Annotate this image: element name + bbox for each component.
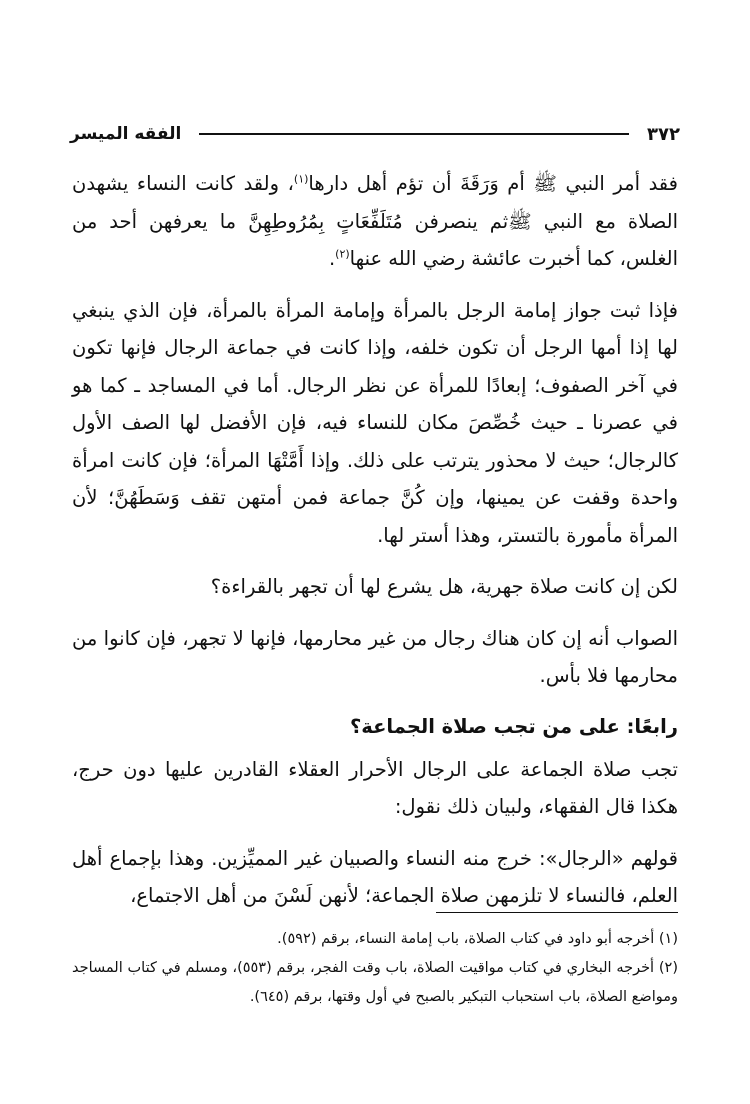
- section-heading: رابعًا: على من تجب صلاة الجماعة؟: [349, 714, 678, 738]
- paragraph: قولهم «الرجال»: خرج منه النساء والصبيان غير المميِّزين. وهذا بإجماع أهل العلم، فالنساء لا تلزمهن صلاة الجماعة؛ لأنهن لَسْنَ من أهل الاجتماع،: [72, 846, 678, 907]
- paragraph: الصواب أنه إن كان هناك رجال من غير محارمها، فإنها لا تجهر، فإن كانوا من محارمها فلا بأس.: [72, 626, 678, 687]
- footnote-ref: (١): [293, 172, 309, 186]
- paragraph: فإذا ثبت جواز إمامة الرجل بالمرأة وإمامة المرأة بالمرأة، فإن الذي ينبغي لها إذا أمها الرجل أن تكون خلفه، وإذا كانت في جماعة الرجال فإنها تكون في آخر الصفوف؛ إبعادًا للمرأة عن نظر الرجال. أما في المساجد ـ كما هو في عصرنا ـ حيث خُصِّصَ مكان للنساء فيه، فإن الأفضل لها الصف الأول كالرجال؛ حيث لا محذور يترتب على ذلك. وإذا أَمَّتْهَا المرأة؛ فإن كانت امرأة واحدة وقفت عن يمينها، وإن كُنَّ جماعة فمن أمتهن تقف وَسَطَهُنَّ؛ لأن المرأة مأمورة بالتستر، وهذا أستر لها.: [72, 298, 678, 547]
- page-number: ٣٧٢: [647, 123, 680, 145]
- book-title: الفقه الميسر: [70, 124, 182, 144]
- footnote-ref: (٢): [335, 247, 350, 261]
- paragraph: تجب صلاة الجماعة على الرجال الأحرار العقلاء القادرين عليها دون حرج، هكذا قال الفقهاء، ولبيان ذلك نقول:: [72, 757, 678, 818]
- footnote-separator: [436, 912, 678, 913]
- header-rule: [199, 133, 629, 135]
- footnote: (٢) أخرجه البخاري في كتاب مواقيت الصلاة، باب وقت الفجر، برقم (٥٥٣)، ومسلم في كتاب المساجد ومواضع الصلاة، باب استحباب التبكير بالصبح في أول وقتها، برقم (٦٤٥).: [72, 960, 678, 1005]
- paragraph-text: فقد أمر النبي ﷺ أم وَرَقَةَ أن تؤم أهل دارها: [308, 172, 678, 195]
- page-header: [70, 120, 680, 148]
- paragraph-text: ، ولقد كانت النساء يشهدن الصلاة مع النبي ﷺثم ينصرفن مُتَلَفِّعَاتٍ بِمُرُوطِهِنَّ ما يعرفهن أحد من الغلس، كما أخبرت عائشة رضي الله عنها: [72, 172, 678, 270]
- footnotes: [72, 925, 678, 1012]
- paragraph: [72, 165, 678, 278]
- footnote: (١) أخرجه أبو داود في كتاب الصلاة، باب إمامة النساء، برقم (٥٩٢).: [277, 931, 678, 947]
- main-text: [72, 165, 678, 915]
- paragraph: لكن إن كانت صلاة جهرية، هل يشرع لها أن تجهر بالقراءة؟: [210, 575, 678, 598]
- paragraph-text: .: [328, 247, 336, 270]
